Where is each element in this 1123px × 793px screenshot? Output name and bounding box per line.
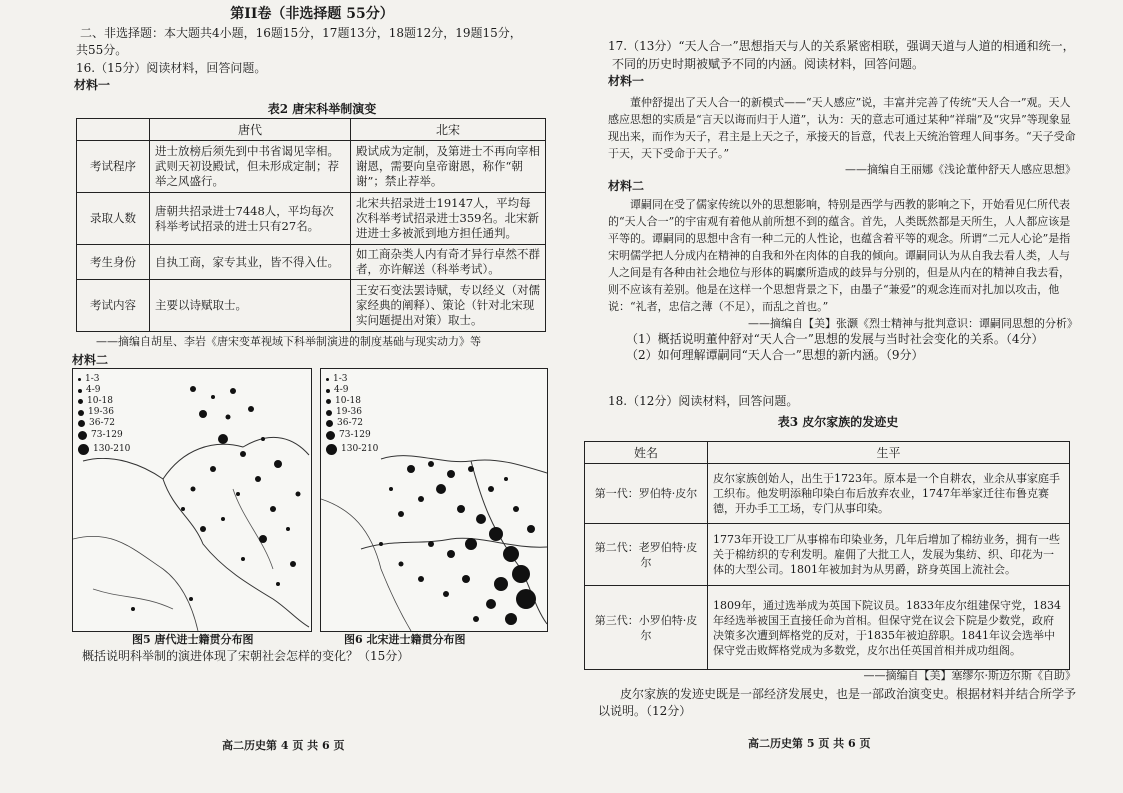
table2-cell: 北宋共招录进士19147人，平均每次科举考试招录进士359名。北宋新进进士多被派到地方担任通判。 xyxy=(351,193,546,245)
material2-text: 谭嗣同在受了儒家传统以外的思想影响，特别是西学与西教的影响之下，开始看见仁所代表的“天人合一”的宇宙观有着他从前所想不到的蕴含。首先，人类既然都是天所生，人人都应该是平等的。谭嗣同的思想中含有一种二元的人性论，也蕴含着平等的观念。所谓“二元人心论”是指宋明儒学把人分成内在精神的自我和外在肉体的自我的倾向。谭嗣同认为从自我去看人类，人与人之间是有各种由社会地位与形体的羁縻所造成的歧异与分别的，但是从内在的精神自我去看，则不应该有差别。他是在这样一个思想背景之下，由墨子“兼爱”的观念连而对扎加以攻击，他说：“礼者，忠信之薄（不足），而乱之首也。” xyxy=(608,198,1071,313)
legend-label: 130-210 xyxy=(93,444,131,454)
legend-label: 19-36 xyxy=(336,407,362,417)
material2-label: 材料二 xyxy=(72,353,109,367)
fig6-caption: 图6 北宋进士籍贯分布图 xyxy=(344,633,466,646)
table2-cell: 王安石变法罢诗赋，专以经义（对儒家经典的阐释）、策论（针对北宋现实问题提出对策）取士。 xyxy=(351,280,546,332)
material1-label: 材料一 xyxy=(608,74,645,88)
table2 xyxy=(76,118,546,332)
legend-dot-icon xyxy=(78,389,82,393)
table2-header: 北宋 xyxy=(351,119,546,141)
table2-title: 表2 唐宋科举制演变 xyxy=(267,102,377,116)
table2-header xyxy=(77,119,150,141)
q17-intro: 17.（13分）“天人合一”思想指天与人的关系紧密相联，强调天道与人道的相通和统一， xyxy=(608,39,1075,53)
legend-dot-icon xyxy=(326,420,333,427)
legend-dot-icon xyxy=(326,389,330,393)
table3-header: 姓名 xyxy=(585,442,708,464)
tang-map-legend xyxy=(77,373,131,458)
q17-sub2: （2）如何理解谭嗣同“天人合一”思想的新内涵。（9分） xyxy=(626,348,924,362)
legend-item xyxy=(78,407,130,418)
legend-dot-icon xyxy=(78,378,81,381)
table2-cell: 唐朝共招录进士7448人，平均每次科举考试招录的进士只有27名。 xyxy=(150,193,351,245)
material1-text: 董仲舒提出了天人合一的新模式——“天人感应”说，丰富并完善了传统“天人合一”观。天人感应思想的实质是“言天以诲而归于人道”，认为：天的意志可通过某种“祥瑞”及“灾异”等现象显现出来，而作为天子，君主是上天之子，承接天的旨意，代表上天统治管理人间事务。“天子受命于天，天下受命于天子。” xyxy=(608,96,1076,160)
legend-label: 1-3 xyxy=(85,374,100,384)
table3-header: 生平 xyxy=(708,442,1070,464)
legend-item xyxy=(326,442,378,457)
material2-label: 材料二 xyxy=(608,179,645,193)
legend-item xyxy=(326,396,378,407)
song-map xyxy=(320,368,548,632)
legend-label: 73-129 xyxy=(339,430,371,440)
table2-source: ——摘编自胡星、李岩《唐宋变革视域下科举制演进的制度基础与现实动力》等 xyxy=(96,335,481,348)
q17-sub1: （1）概括说明董仲舒对“天人合一”思想的发展与当时社会变化的关系。（4分） xyxy=(626,332,1044,346)
legend-dot-icon xyxy=(326,378,329,381)
legend-item xyxy=(326,418,378,429)
legend-dot-icon xyxy=(78,431,87,440)
section-heading-cont: 共55分。 xyxy=(76,43,128,57)
legend-item xyxy=(326,407,378,418)
legend-item xyxy=(78,396,130,407)
q18-question: 皮尔家族的发迹史既是一部经济发展史，也是一部政治演变史。根据材料并结合所学予 xyxy=(620,687,1077,701)
legend-item xyxy=(78,418,130,429)
table2-cell: 如工商杂类人内有奇才异行卓然不群者，亦许解送（科举考试）。 xyxy=(351,245,546,280)
legend-label: 4-9 xyxy=(86,385,101,395)
right-page xyxy=(594,0,1078,793)
material2-source: ——摘编自【美】张灏《烈士精神与批判意识：谭嗣同思想的分析》 xyxy=(748,317,1078,330)
legend-dot-icon xyxy=(78,399,83,404)
legend-dot-icon xyxy=(78,444,89,455)
section-heading: 二、非选择题：本大题共4小题，16题15分，17题13分，18题12分，19题15分， xyxy=(80,26,522,40)
table3-name: 第二代：老罗伯特·皮尔 xyxy=(585,524,708,586)
table2-cell: 自执工商，家专其业，皆不得入仕。 xyxy=(150,245,351,280)
material1-source: ——摘编自王丽娜《浅论董仲舒天人感应思想》 xyxy=(845,163,1076,176)
table3-bio: 皮尔家族创始人，出生于1723年。原本是一个自耕农，业余从事家庭手工织布。他发明添釉印染白布后放弃农业，1747年举家迁往布鲁克赛德，开办手工工场，专门从事印染。 xyxy=(708,464,1070,524)
table2-row-label: 考生身份 xyxy=(77,245,150,280)
table2-row-label: 考试内容 xyxy=(77,280,150,332)
table3-bio: 1809年，通过选举成为英国下院议员。1833年皮尔组建保守党，1834年经选举被国王直接任命为首相。但保守党在议会下院是少数党，政府决策多次遭到辉格党的反对，于1835年被迫辞职。1841年议会选举中保守党击败辉格党成为多数党，皮尔出任英国首相并成功组阁。 xyxy=(708,586,1070,670)
legend-dot-icon xyxy=(78,410,84,416)
fig5-caption: 图5 唐代进士籍贯分布图 xyxy=(132,633,254,646)
legend-dot-icon xyxy=(326,444,337,455)
page-footer: 高二历史第 4 页 共 6 页 xyxy=(222,739,345,752)
legend-item xyxy=(326,429,378,442)
legend-label: 130-210 xyxy=(341,444,379,454)
left-page xyxy=(62,0,552,793)
q17-intro-cont: 不同的历史时期被赋予不同的内涵。阅读材料，回答问题。 xyxy=(612,57,925,71)
legend-dot-icon xyxy=(326,399,331,404)
table3-title: 表3 皮尔家族的发迹史 xyxy=(777,415,899,429)
material1-label: 材料一 xyxy=(74,78,111,92)
legend-label: 73-129 xyxy=(91,430,123,440)
q18-question-cont: 以说明。（12分） xyxy=(598,704,692,718)
table3 xyxy=(584,441,1070,670)
legend-label: 36-72 xyxy=(337,418,363,428)
song-map-legend xyxy=(325,373,379,458)
legend-label: 1-3 xyxy=(333,374,348,384)
legend-item xyxy=(326,374,378,385)
legend-label: 10-18 xyxy=(87,396,113,406)
table2-row-label: 考试程序 xyxy=(77,141,150,193)
legend-label: 4-9 xyxy=(334,385,349,395)
table2-cell: 主要以诗赋取士。 xyxy=(150,280,351,332)
legend-item xyxy=(78,374,130,385)
table2-cell: 进士放榜后须先到中书省谒见宰相。武则天初设殿试，但未形成定制；荐举之风盛行。 xyxy=(150,141,351,193)
legend-dot-icon xyxy=(78,420,85,427)
legend-label: 19-36 xyxy=(88,407,114,417)
table3-bio: 1773年开设工厂从事棉布印染业务，几年后增加了棉纺业务，拥有一些关于棉纺织的专利发明。雇佣了大批工人，发展为集纺、织、印花为一体的大型公司。1801年被加封为从男爵，跻身英国上流社会。 xyxy=(708,524,1070,586)
legend-dot-icon xyxy=(326,431,335,440)
table3-source: ——摘编自【美】塞缪尔·斯迈尔斯《自助》 xyxy=(863,669,1076,682)
table3-name: 第三代：小罗伯特·皮尔 xyxy=(585,586,708,670)
table2-row-label: 录取人数 xyxy=(77,193,150,245)
legend-item xyxy=(78,429,130,442)
legend-item xyxy=(78,442,130,457)
legend-label: 36-72 xyxy=(89,418,115,428)
legend-item xyxy=(78,385,130,396)
table2-cell: 殿试成为定制，及第进士不再向宰相谢恩，需要向皇帝谢恩，称作“朝谢”；禁止荐举。 xyxy=(351,141,546,193)
legend-item xyxy=(326,385,378,396)
table3-name: 第一代：罗伯特·皮尔 xyxy=(585,464,708,524)
q16-intro: 16.（15分）阅读材料，回答问题。 xyxy=(76,61,267,75)
legend-label: 10-18 xyxy=(335,396,361,406)
part-title: 第II卷（非选择题 55分） xyxy=(230,6,394,22)
q18-intro: 18.（12分）阅读材料，回答问题。 xyxy=(608,394,799,408)
table2-header: 唐代 xyxy=(150,119,351,141)
q16-question: 概括说明科举制的演进体现了宋朝社会怎样的变化？（15分） xyxy=(82,649,410,663)
tang-map xyxy=(72,368,312,632)
page-footer: 高二历史第 5 页 共 6 页 xyxy=(748,737,871,750)
legend-dot-icon xyxy=(326,410,332,416)
